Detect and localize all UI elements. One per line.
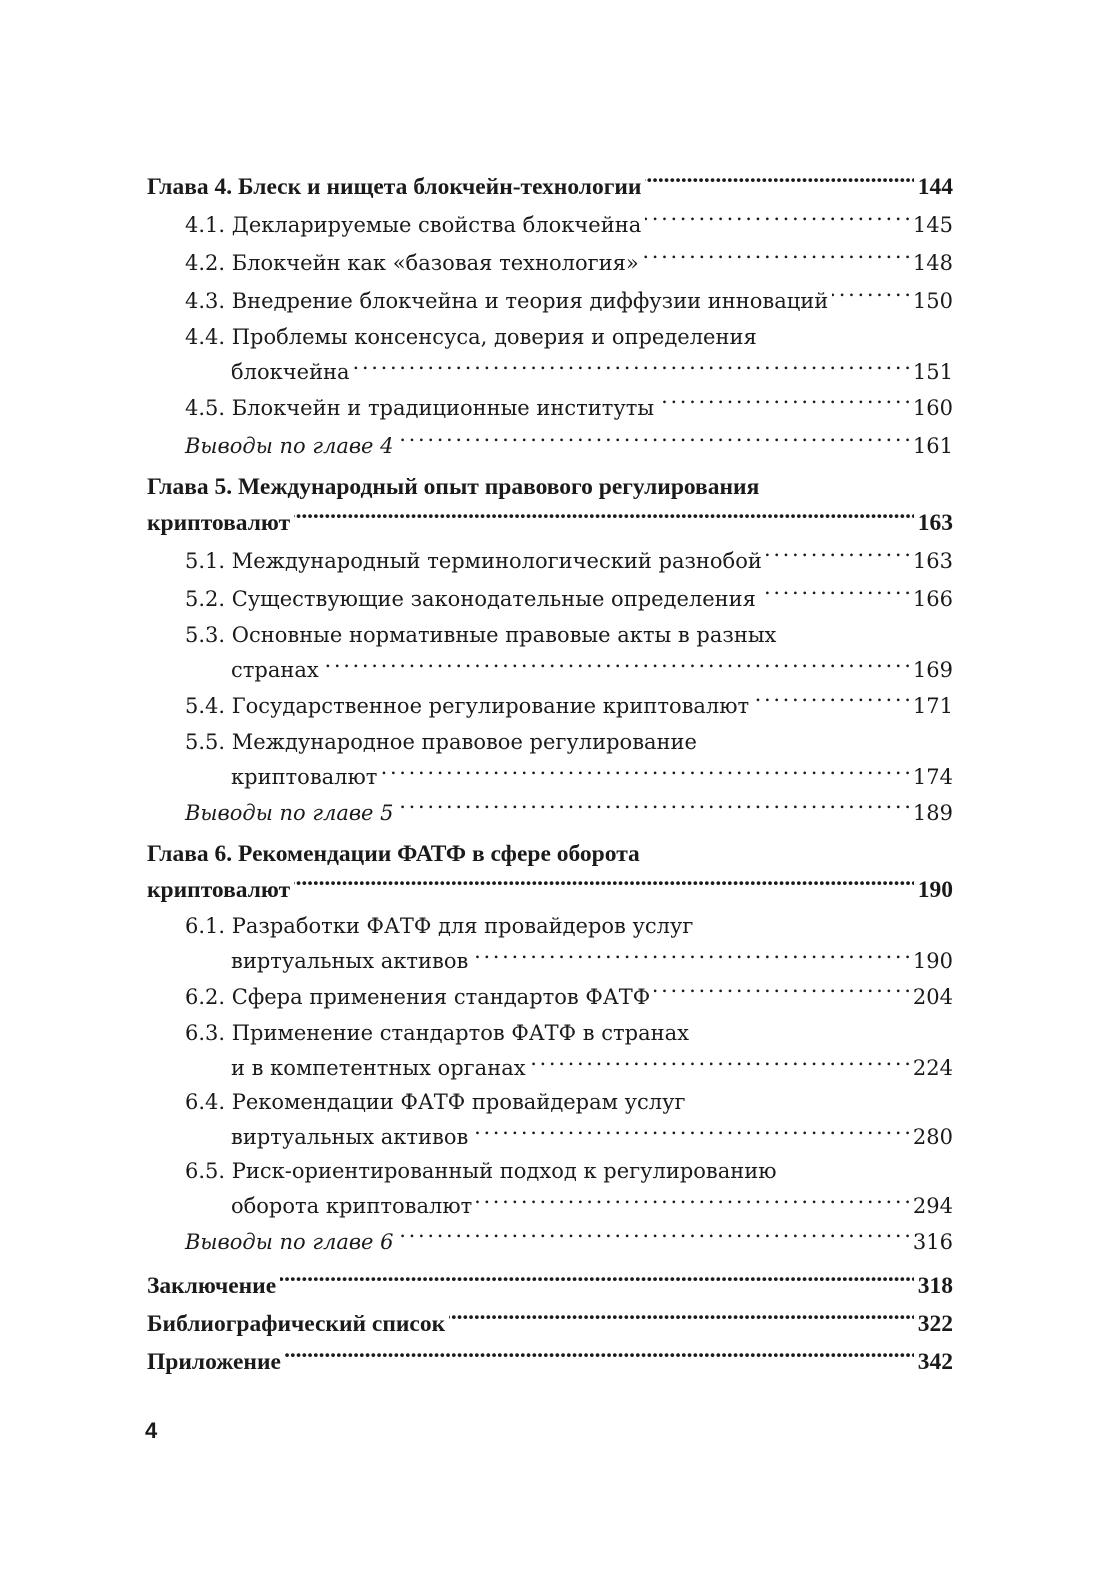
dot-leader xyxy=(285,1346,914,1370)
table-of-contents xyxy=(147,168,953,1381)
toc-entry-section-5-5[interactable] xyxy=(147,725,953,760)
toc-entry-title: 5.3. Основные нормативные правовые акты в разных xyxy=(185,623,777,647)
toc-entry-title: 4.4. Проблемы консенсуса, доверия и определения xyxy=(185,325,757,349)
toc-entry-page: 190 xyxy=(912,949,953,973)
toc-entry-appendix[interactable] xyxy=(147,1343,953,1381)
toc-entry-page: 163 xyxy=(912,549,953,573)
toc-entry-page: 174 xyxy=(912,765,953,789)
dot-leader xyxy=(398,799,909,820)
toc-entry-title: странах xyxy=(231,658,319,682)
toc-entry-title: блокчейна xyxy=(231,360,350,384)
toc-entry-section-6-4[interactable] xyxy=(147,1085,953,1120)
toc-entry-page: 316 xyxy=(912,1230,953,1254)
dot-leader xyxy=(381,763,909,784)
toc-entry-conclusions-4[interactable] xyxy=(147,427,953,465)
toc-entry-section-6-5[interactable] xyxy=(147,1154,953,1189)
toc-entry-section-4-4-continuation[interactable] xyxy=(147,355,953,389)
toc-entry-title: Глава 5. Международный опыт правового регулирования xyxy=(147,474,760,500)
toc-entry-title: Библиографический список xyxy=(147,1311,446,1337)
toc-entry-section-6-5-continuation[interactable] xyxy=(147,1189,953,1223)
toc-entry-title: криптовалют xyxy=(147,877,291,903)
toc-entry-page: 280 xyxy=(912,1125,953,1149)
toc-entry-section-4-3[interactable] xyxy=(147,282,953,320)
toc-entry-page: 160 xyxy=(912,396,953,420)
toc-entry-section-5-3-continuation[interactable] xyxy=(147,653,953,687)
dot-leader xyxy=(398,1228,909,1249)
toc-entry-section-4-4[interactable] xyxy=(147,320,953,355)
toc-entry-section-4-1[interactable] xyxy=(147,206,953,244)
dot-leader xyxy=(398,432,909,453)
dot-leader xyxy=(294,507,914,531)
toc-entry-page: 166 xyxy=(912,587,953,611)
toc-entry-page: 204 xyxy=(912,985,953,1009)
toc-entry-title: 6.3. Применение стандартов ФАТФ в странах xyxy=(185,1021,689,1045)
toc-entry-page: 169 xyxy=(912,658,953,682)
toc-entry-page: 150 xyxy=(912,289,953,313)
toc-entry-section-5-5-continuation[interactable] xyxy=(147,760,953,794)
toc-entry-section-6-4-continuation[interactable] xyxy=(147,1120,953,1154)
toc-entry-conclusion[interactable] xyxy=(147,1267,953,1305)
toc-entry-section-4-2[interactable] xyxy=(147,244,953,282)
toc-entry-title: Выводы по главе 5 xyxy=(185,801,394,825)
toc-entry-section-5-3[interactable] xyxy=(147,618,953,653)
toc-entry-section-4-5[interactable] xyxy=(147,389,953,427)
toc-entry-title: Выводы по главе 4 xyxy=(185,434,394,458)
toc-entry-title: 6.2. Сфера применения стандартов ФАТФ xyxy=(185,985,651,1009)
toc-entry-title: 6.5. Риск-ориентированный подход к регулированию xyxy=(185,1159,777,1183)
toc-entry-chapter-4[interactable] xyxy=(147,168,953,206)
toc-entry-page: 144 xyxy=(917,174,953,200)
dot-leader xyxy=(472,1123,909,1144)
toc-entry-chapter-5[interactable] xyxy=(147,471,953,504)
dot-leader xyxy=(658,394,909,415)
toc-entry-title: 4.1. Декларируемые свойства блокчейна xyxy=(185,213,642,237)
toc-entry-title: и в компетентных органах xyxy=(231,1056,526,1080)
toc-entry-section-5-2[interactable] xyxy=(147,580,953,618)
toc-entry-page: 148 xyxy=(912,251,953,275)
toc-entry-page: 318 xyxy=(917,1273,953,1299)
toc-entry-section-6-1-continuation[interactable] xyxy=(147,944,953,978)
dot-leader xyxy=(645,171,913,195)
dot-leader xyxy=(645,211,909,232)
toc-entry-bibliography[interactable] xyxy=(147,1305,953,1343)
toc-entry-title: 5.5. Международное правовое регулирование xyxy=(185,730,697,754)
toc-entry-conclusions-6[interactable] xyxy=(147,1223,953,1261)
toc-entry-title: 5.2. Существующие законодательные определения xyxy=(185,587,756,611)
toc-entry-chapter-5-continuation[interactable] xyxy=(147,504,953,542)
toc-entry-page: 342 xyxy=(917,1349,953,1375)
toc-entry-title: криптовалют xyxy=(231,765,378,789)
dot-leader xyxy=(643,249,909,270)
toc-entry-section-5-1[interactable] xyxy=(147,542,953,580)
dot-leader xyxy=(294,874,914,898)
toc-entry-title: Заключение xyxy=(147,1273,277,1299)
toc-entry-page: 163 xyxy=(917,510,953,536)
dot-leader xyxy=(832,287,909,308)
toc-entry-page: 190 xyxy=(917,877,953,903)
toc-entry-chapter-6[interactable] xyxy=(147,838,953,871)
dot-leader xyxy=(760,585,909,606)
toc-entry-title: Приложение xyxy=(147,1349,281,1375)
toc-entry-page: 322 xyxy=(917,1311,953,1337)
toc-entry-page: 161 xyxy=(912,434,953,458)
toc-entry-section-6-3-continuation[interactable] xyxy=(147,1051,953,1085)
toc-entry-title: Выводы по главе 6 xyxy=(185,1230,394,1254)
toc-entry-page: 171 xyxy=(912,694,953,718)
dot-leader xyxy=(323,656,909,677)
dot-leader xyxy=(280,1270,914,1294)
toc-entry-title: криптовалют xyxy=(147,510,291,536)
dot-leader xyxy=(766,547,909,568)
toc-entry-page: 151 xyxy=(912,360,953,384)
dot-leader xyxy=(472,947,909,968)
dot-leader xyxy=(530,1054,909,1075)
toc-entry-page: 189 xyxy=(912,801,953,825)
page-number: 4 xyxy=(145,1418,158,1443)
toc-entry-title: 5.4. Государственное регулирование криптовалют xyxy=(185,694,750,718)
toc-entry-page: 294 xyxy=(912,1194,953,1218)
toc-entry-title: 4.3. Внедрение блокчейна и теория диффузии инноваций xyxy=(185,289,829,313)
dot-leader xyxy=(449,1308,914,1332)
dot-leader xyxy=(476,1192,909,1213)
toc-entry-title: 4.2. Блокчейн как «базовая технология» xyxy=(185,251,639,275)
toc-entry-section-5-4[interactable] xyxy=(147,687,953,725)
dot-leader xyxy=(753,692,909,713)
toc-entry-conclusions-5[interactable] xyxy=(147,794,953,832)
toc-entry-title: 4.5. Блокчейн и традиционные институты xyxy=(185,396,655,420)
toc-entry-title: Глава 4. Блеск и нищета блокчейн-технологии xyxy=(147,174,642,200)
toc-entry-title: виртуальных активов xyxy=(231,1125,469,1149)
dot-leader xyxy=(354,358,909,379)
toc-entry-title: виртуальных активов xyxy=(231,949,469,973)
toc-entry-title: оборота криптовалют xyxy=(231,1194,473,1218)
toc-entry-chapter-6-continuation[interactable] xyxy=(147,871,953,909)
toc-entry-page: 145 xyxy=(912,213,953,237)
toc-entry-section-6-2[interactable] xyxy=(147,978,953,1016)
toc-entry-title: 6.4. Рекомендации ФАТФ провайдерам услуг xyxy=(185,1090,686,1114)
dot-leader xyxy=(654,983,909,1004)
toc-entry-section-6-3[interactable] xyxy=(147,1016,953,1051)
toc-entry-title: Глава 6. Рекомендации ФАТФ в сфере оборота xyxy=(147,841,640,867)
toc-entry-page: 224 xyxy=(912,1056,953,1080)
toc-entry-section-6-1[interactable] xyxy=(147,909,953,944)
toc-entry-title: 6.1. Разработки ФАТФ для провайдеров услуг xyxy=(185,914,694,938)
toc-entry-title: 5.1. Международный терминологический разнобой xyxy=(185,549,762,573)
